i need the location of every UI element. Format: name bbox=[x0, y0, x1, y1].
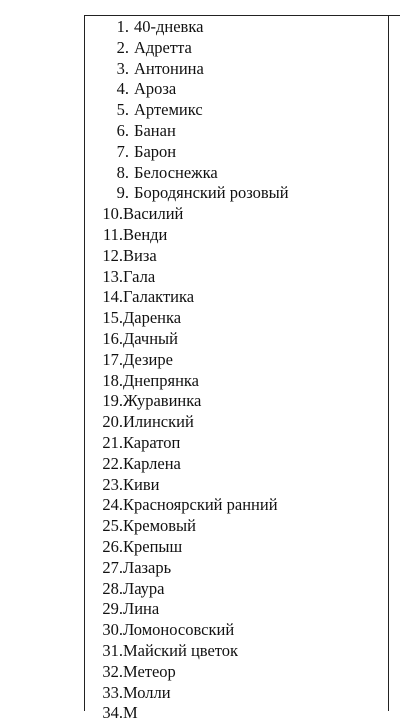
list-item bbox=[92, 17, 289, 38]
list-item-number: 10. bbox=[102, 204, 123, 224]
table-top-border bbox=[84, 15, 400, 16]
list-item bbox=[92, 599, 289, 620]
list-item bbox=[92, 683, 289, 704]
list-item-name: М bbox=[123, 703, 138, 723]
list-item-name: Метеор bbox=[123, 661, 176, 681]
list-item-number: 7. bbox=[116, 141, 129, 161]
list-item-number: 25. bbox=[102, 516, 123, 536]
list-item bbox=[92, 121, 289, 142]
list-item-name: Журавинка bbox=[123, 391, 202, 411]
list-item-number: 29. bbox=[102, 599, 123, 619]
list-item-name: Артемикс bbox=[134, 100, 203, 120]
list-item-number: 19. bbox=[102, 391, 123, 411]
list-item-number: 11. bbox=[102, 224, 123, 244]
list-item bbox=[92, 641, 289, 662]
list-item-number: 21. bbox=[102, 432, 123, 452]
list-item-number: 34. bbox=[102, 703, 123, 723]
list-item bbox=[92, 59, 289, 80]
list-item-number: 26. bbox=[102, 536, 123, 556]
list-item bbox=[92, 350, 289, 371]
list-item-name: Антонина bbox=[134, 58, 204, 78]
list-item bbox=[92, 537, 289, 558]
list-item-number: 33. bbox=[102, 682, 123, 702]
list-item-name: Днепрянка bbox=[123, 370, 199, 390]
list-item-name: Ароза bbox=[134, 79, 177, 99]
list-item bbox=[92, 204, 289, 225]
list-item bbox=[92, 433, 289, 454]
list-item-number: 18. bbox=[102, 370, 123, 390]
list-item-name: Даренка bbox=[123, 308, 182, 328]
list-item-number: 27. bbox=[102, 557, 123, 577]
list-item bbox=[92, 620, 289, 641]
list-item bbox=[92, 163, 289, 184]
list-item bbox=[92, 703, 289, 723]
table-right-border bbox=[388, 15, 389, 711]
list-item-name: Лазарь bbox=[123, 557, 172, 577]
list-item-number: 6. bbox=[116, 120, 129, 140]
list-item bbox=[92, 495, 289, 516]
list-item-name: Дезире bbox=[123, 349, 173, 369]
list-item-number: 23. bbox=[102, 474, 123, 494]
list-item-number: 32. bbox=[102, 661, 123, 681]
list-item-name: 40-дневка bbox=[134, 17, 204, 36]
list-item-name: Виза bbox=[123, 245, 157, 265]
list-item bbox=[92, 183, 289, 204]
list-item bbox=[92, 662, 289, 683]
list-item-name: Лаура bbox=[123, 578, 165, 598]
list-item-name: Лина bbox=[123, 599, 160, 619]
list-item bbox=[92, 558, 289, 579]
list-item-number: 28. bbox=[102, 578, 123, 598]
list-item-name: Венди bbox=[123, 224, 168, 244]
list-item-number: 12. bbox=[102, 245, 123, 265]
list-item bbox=[92, 308, 289, 329]
list-item-name: Дачный bbox=[123, 328, 178, 348]
list-item-name: Майский цветок bbox=[123, 640, 239, 660]
list-item-name: Красноярский ранний bbox=[123, 495, 278, 515]
list-item-name: Молли bbox=[123, 682, 171, 702]
list-item bbox=[92, 412, 289, 433]
list-item-name: Белоснежка bbox=[134, 162, 218, 182]
list-item-number: 31. bbox=[102, 640, 123, 660]
list-item-name: Кремовый bbox=[123, 516, 196, 536]
list-item-name: Василий bbox=[123, 204, 184, 224]
list-item-number: 5. bbox=[116, 100, 129, 120]
list-item-number: 15. bbox=[102, 308, 123, 328]
list-item bbox=[92, 79, 289, 100]
list-item bbox=[92, 579, 289, 600]
variety-list bbox=[92, 17, 289, 723]
list-item bbox=[92, 142, 289, 163]
list-item-number: 9. bbox=[116, 183, 129, 203]
list-item bbox=[92, 287, 289, 308]
list-item-number: 8. bbox=[116, 162, 129, 182]
list-item-number: 17. bbox=[102, 349, 123, 369]
list-item-name: Крепыш bbox=[123, 536, 183, 556]
list-item bbox=[92, 516, 289, 537]
list-item-number: 13. bbox=[102, 266, 123, 286]
list-item-name: Адретта bbox=[134, 37, 192, 57]
list-item bbox=[92, 100, 289, 121]
list-item-name: Каратоп bbox=[123, 432, 181, 452]
list-item-number: 2. bbox=[116, 37, 129, 57]
list-item bbox=[92, 391, 289, 412]
list-item-name: Галактика bbox=[123, 287, 195, 307]
list-item-name: Ломоносовский bbox=[123, 620, 235, 640]
table-left-border bbox=[84, 15, 85, 711]
list-item-number: 22. bbox=[102, 453, 123, 473]
list-item-name: Киви bbox=[123, 474, 160, 494]
list-item bbox=[92, 267, 289, 288]
list-item-name: Бородянский розовый bbox=[134, 183, 289, 203]
list-item-name: Илинский bbox=[123, 412, 194, 432]
list-item bbox=[92, 329, 289, 350]
list-item-name: Гала bbox=[123, 266, 156, 286]
list-item-number: 3. bbox=[116, 58, 129, 78]
list-item bbox=[92, 475, 289, 496]
list-item bbox=[92, 454, 289, 475]
list-item-number: 20. bbox=[102, 412, 123, 432]
list-item bbox=[92, 371, 289, 392]
list-item-number: 24. bbox=[102, 495, 123, 515]
list-item bbox=[92, 225, 289, 246]
list-item-number: 14. bbox=[102, 287, 123, 307]
list-item-number: 1. bbox=[116, 17, 129, 36]
list-item-name: Карлена bbox=[123, 453, 181, 473]
list-item bbox=[92, 38, 289, 59]
list-item bbox=[92, 246, 289, 267]
list-item-number: 16. bbox=[102, 328, 123, 348]
list-item-number: 4. bbox=[116, 79, 129, 99]
list-item-number: 30. bbox=[102, 620, 123, 640]
list-item-name: Барон bbox=[134, 141, 177, 161]
list-item-name: Банан bbox=[134, 120, 176, 140]
